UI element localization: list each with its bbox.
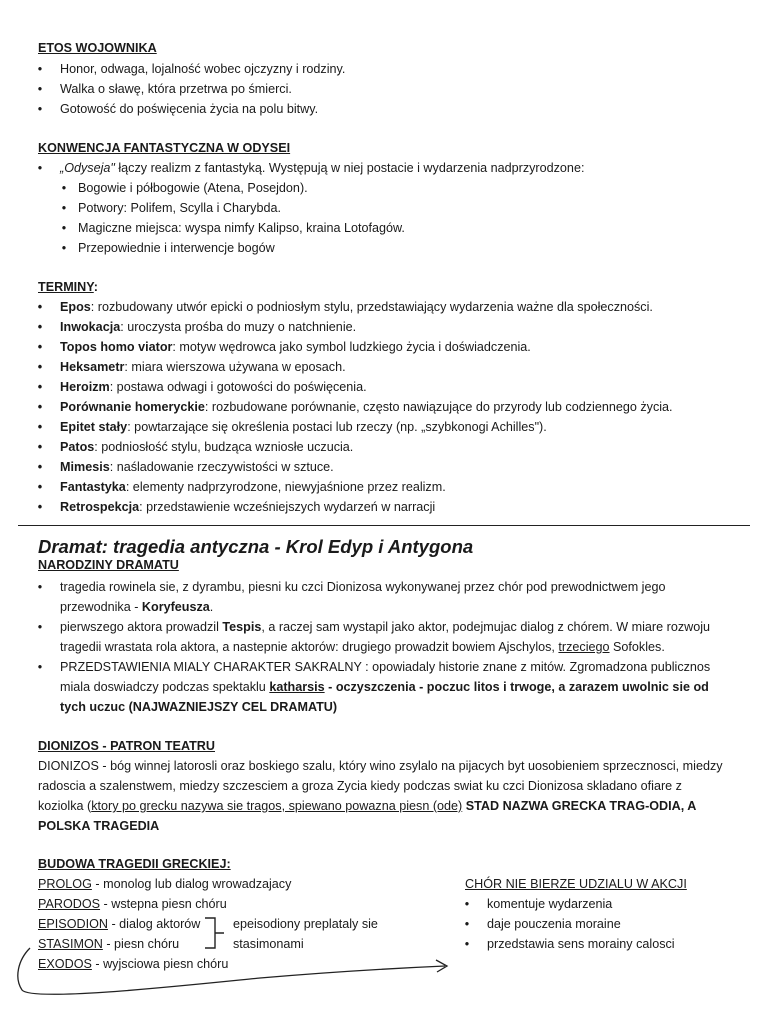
etos-item: Walka o sławę, która przetrwa po śmierci. bbox=[60, 82, 292, 96]
konwencja-subitem: Bogowie i półbogowie (Atena, Posejdon). bbox=[78, 181, 308, 195]
bullet: • bbox=[37, 580, 43, 594]
terminy-heading-colon: : bbox=[93, 280, 98, 294]
term-definition: : naśladowanie rzeczywistości w sztuce. bbox=[109, 460, 334, 474]
bullet: • bbox=[464, 937, 470, 951]
term-name: Epitet stały bbox=[60, 420, 128, 434]
bullet: • bbox=[37, 380, 43, 394]
bullet: • bbox=[37, 62, 43, 76]
text: tragedii wrastata rola aktora, a nastepnie aktorów: drugiego prowadzit bowiem Ajschylos, bbox=[60, 640, 559, 654]
text: miala doswiadczy podczas spektaklu bbox=[60, 680, 270, 694]
bracket-mark bbox=[205, 918, 224, 948]
budowa-note-line2: stasimonami bbox=[233, 937, 304, 951]
narodziny-p3-line1: PRZEDSTAWIENIA MIALY CHARAKTER SAKRALNY : opowiadaly historie znane z mitów. Zgromadzona publicznos bbox=[60, 660, 711, 674]
term-name: Heksametr bbox=[60, 360, 125, 374]
term-definition: : podniosłość stylu, budząca wzniosłe uczucia. bbox=[94, 440, 354, 454]
text: Sofokles. bbox=[609, 640, 665, 654]
chor-heading: CHÓR NIE BIERZE UDZIALU W AKCJI bbox=[465, 877, 687, 891]
koryfeusz-term: Koryfeusza bbox=[141, 600, 210, 614]
term-name: Mimesis bbox=[60, 460, 110, 474]
bullet: • bbox=[37, 440, 43, 454]
dramat-title: Dramat: tragedia antyczna - Krol Edyp i Antygona bbox=[38, 536, 474, 557]
text: przewodnika - bbox=[60, 600, 142, 614]
tragedy-part-name: PROLOG bbox=[38, 877, 92, 891]
chor-item: przedstawia sens morainy calosci bbox=[487, 937, 675, 951]
text: pierwszego aktora prowadzil bbox=[60, 620, 223, 634]
term-definition: : uroczysta prośba do muzy o natchnienie. bbox=[120, 320, 357, 334]
bullet: • bbox=[37, 161, 43, 175]
narodziny-p3-line3: tych uczuc (NAJWAZNIEJSZY CEL DRAMATU) bbox=[60, 700, 338, 714]
text: . bbox=[209, 600, 214, 614]
term-name: Retrospekcja bbox=[60, 500, 140, 514]
budowa-heading: BUDOWA TRAGEDII GRECKIEJ: bbox=[38, 857, 231, 871]
bullet: • bbox=[37, 360, 43, 374]
konwencja-heading: KONWENCJA FANTASTYCZNA W ODYSEI bbox=[38, 141, 291, 155]
dionizos-heading: DIONIZOS - PATRON TEATRU bbox=[38, 739, 215, 753]
bullet: • bbox=[37, 340, 43, 354]
tragedy-part-desc: - piesn chóru bbox=[102, 937, 180, 951]
etos-heading: ETOS WOJOWNIKA bbox=[38, 41, 157, 55]
term-definition: : postawa odwagi i gotowości do poświęcenia. bbox=[109, 380, 367, 394]
bullet: • bbox=[37, 500, 43, 514]
term-name: Porównanie homeryckie bbox=[60, 400, 205, 414]
term-name: Heroizm bbox=[60, 380, 110, 394]
konwencja-subitem: Potwory: Polifem, Scylla i Charybda. bbox=[78, 201, 281, 215]
term-definition: : rozbudowany utwór epicki o podniosłym stylu, przedstawiający wydarzenia ważne dla społeczności. bbox=[90, 300, 653, 314]
bullet: • bbox=[37, 460, 43, 474]
term-name: Fantastyka bbox=[60, 480, 126, 494]
etos-item: Gotowość do poświęcenia życia na polu bitwy. bbox=[60, 102, 319, 116]
bullet: • bbox=[61, 221, 67, 235]
tragos-note: ktory po grecku nazywa sie tragos, spiewano powazna piesn (ode) bbox=[91, 799, 463, 813]
text: - oczyszczenia - poczuc litos i trwoge, a zarazem uwolnic sie od bbox=[324, 680, 709, 694]
bullet: • bbox=[37, 660, 43, 674]
chor-item: daje pouczenia moraine bbox=[487, 917, 621, 931]
bullet: • bbox=[37, 480, 43, 494]
term-name: Inwokacja bbox=[60, 320, 121, 334]
konwencja-intro-text: łączy realizm z fantastyką. Występują w niej postacie i wydarzenia nadprzyrodzone: bbox=[114, 161, 585, 175]
dionizos-line2: radoscia a szalenstwem, miedzy szczesciem a groza Zycia kiedy podczas swiat ku czci Dionizosa skladano ofiare z bbox=[38, 779, 682, 793]
bullet: • bbox=[464, 897, 470, 911]
text: , a raczej sam wystapil jako aktor, podejmujac dialog z chórem. W miare rozwoju bbox=[261, 620, 711, 634]
trzeciego-word: trzeciego bbox=[558, 640, 610, 654]
tragedy-part-desc: - wstepna piesn chóru bbox=[100, 897, 227, 911]
term-definition: : przedstawienie wcześniejszych wydarzeń w narracji bbox=[139, 500, 436, 514]
tragedy-part-name: STASIMON bbox=[38, 937, 103, 951]
term-definition: : elementy nadprzyrodzone, niewyjaśnione przez realizm. bbox=[125, 480, 446, 494]
bullet: • bbox=[61, 181, 67, 195]
bullet: • bbox=[37, 420, 43, 434]
text: STAD NAZWA GRECKA TRAG-ODIA, A bbox=[462, 799, 697, 813]
dionizos-line1: DIONIZOS - bóg winnej latorosli oraz boskiego szalu, który wino zsylalo na pijacych byt uosobieniem sprzecznosci, miedzy bbox=[38, 759, 723, 773]
dionizos-line4: POLSKA TRAGEDIA bbox=[38, 819, 160, 833]
tragedy-part-name: EXODOS bbox=[38, 957, 92, 971]
tragedy-part-desc: - dialog aktorów bbox=[107, 917, 201, 931]
budowa-note-line1: epeisodiony preplataly sie bbox=[233, 917, 378, 931]
chor-item: komentuje wydarzenia bbox=[487, 897, 613, 911]
bullet: • bbox=[37, 620, 43, 634]
term-name: Topos homo viator bbox=[60, 340, 173, 354]
terminy-heading-text: TERMINY bbox=[38, 280, 94, 294]
narodziny-heading: NARODZINY DRAMATU bbox=[38, 558, 179, 572]
term-definition: : motyw wędrowca jako symbol ludzkiego życia i doświadczenia. bbox=[172, 340, 531, 354]
text: koziolka ( bbox=[38, 799, 92, 813]
tespis-term: Tespis bbox=[222, 620, 262, 634]
term-definition: : miara wierszowa używana w eposach. bbox=[124, 360, 346, 374]
narodziny-p1-line1: tragedia rowinela sie, z dyrambu, piesni ku czci Dionizosa wykonywanej przez chór pod prewodnictwem jego bbox=[60, 580, 666, 594]
bullet: • bbox=[37, 300, 43, 314]
term-definition: : rozbudowane porównanie, często nawiązujące do przyrody lub codziennego życia. bbox=[204, 400, 673, 414]
bullet: • bbox=[37, 102, 43, 116]
odyseja-title: „Odyseja" bbox=[60, 161, 115, 175]
curved-arrow bbox=[18, 948, 445, 994]
tragedy-part-name: EPISODION bbox=[38, 917, 108, 931]
bullet: • bbox=[464, 917, 470, 931]
etos-item: Honor, odwaga, lojalność wobec ojczyzny i rodziny. bbox=[60, 62, 346, 76]
term-definition: : powtarzające się określenia postaci lub rzeczy (np. „szybkonogi Achilles"). bbox=[127, 420, 547, 434]
tragedy-part-desc: - monolog lub dialog wrowadzajacy bbox=[91, 877, 292, 891]
bullet: • bbox=[37, 320, 43, 334]
bullet: • bbox=[61, 241, 67, 255]
tragedy-part-desc: - wyjsciowa piesn chóru bbox=[91, 957, 229, 971]
katharsis-term: katharsis bbox=[269, 680, 325, 694]
tragedy-part-name: PARODOS bbox=[38, 897, 101, 911]
term-name: Epos bbox=[60, 300, 91, 314]
bullet: • bbox=[37, 82, 43, 96]
bullet: • bbox=[37, 400, 43, 414]
bullet: • bbox=[61, 201, 67, 215]
konwencja-subitem: Magiczne miejsca: wyspa nimfy Kalipso, kraina Lotofagów. bbox=[78, 221, 405, 235]
term-name: Patos bbox=[60, 440, 95, 454]
konwencja-subitem: Przepowiednie i interwencje bogów bbox=[78, 241, 275, 255]
